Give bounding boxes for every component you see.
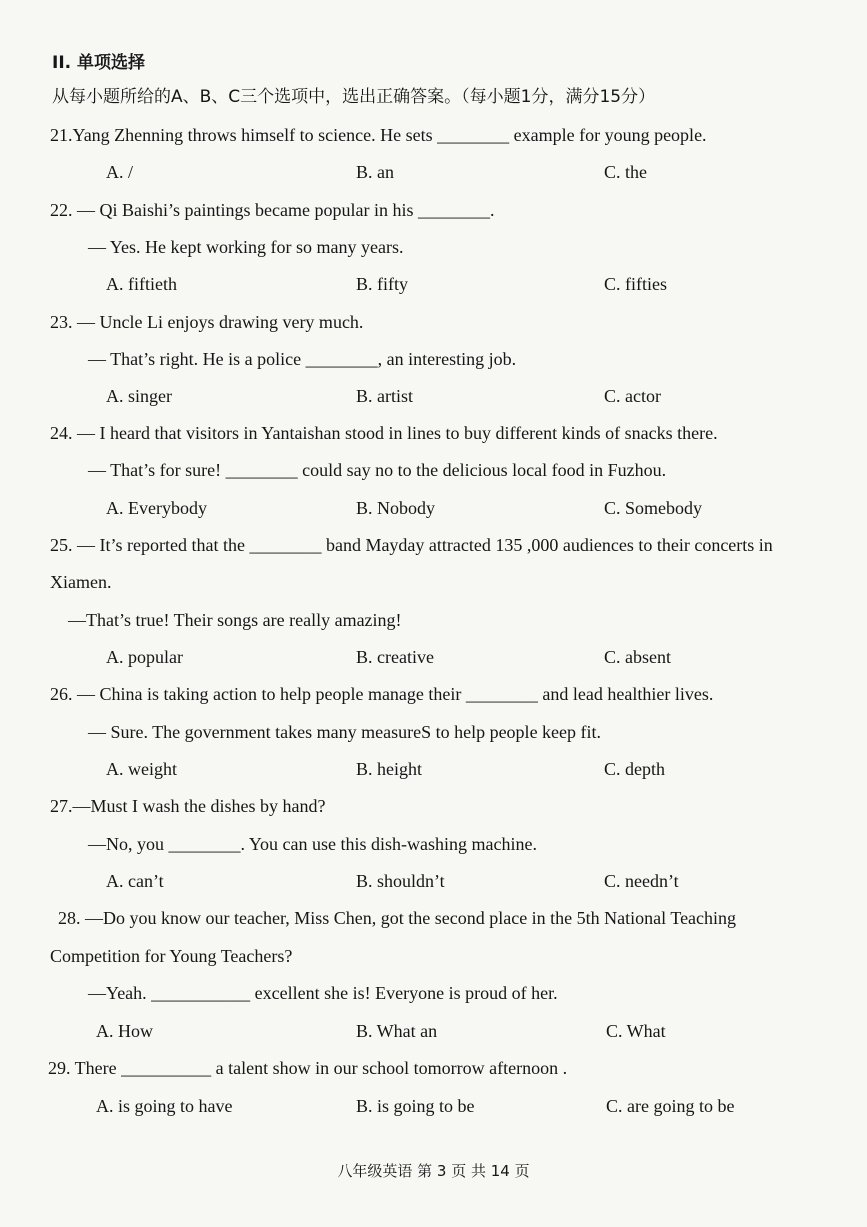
question-23-reply: — That’s right. He is a police ________, an interesting job.: [88, 349, 517, 369]
question-24-reply: — That’s for sure! ________ could say no to the delicious local food in Fuzhou.: [88, 460, 667, 480]
question-26-stem: 26. — China is taking action to help people manage their ________ and lead healthier lives.: [50, 684, 714, 704]
question-22-option-c: C. fifties: [604, 274, 667, 294]
question-29-option-b: B. is going to be: [356, 1096, 475, 1116]
question-25-stem: 25. — It’s reported that the ________ band Mayday attracted 135 ,000 audiences to their concerts in: [50, 535, 773, 555]
question-27-stem: 27.—Must I wash the dishes by hand?: [50, 796, 326, 816]
question-27-reply: —No, you ________. You can use this dish-washing machine.: [88, 834, 537, 854]
question-23-option-b: B. artist: [356, 386, 413, 406]
section-instruction: 从每小题所给的A、B、C三个选项中，选出正确答案。（每小题1分，满分15分）: [52, 87, 656, 107]
question-21-stem: 21.Yang Zhenning throws himself to science. He sets ________ example for young people.: [50, 125, 707, 145]
question-22-option-a: A. fiftieth: [106, 274, 177, 294]
question-24-option-c: C. Somebody: [604, 498, 703, 518]
question-29-stem: 29. There __________ a talent show in our school tomorrow afternoon .: [48, 1058, 568, 1078]
question-26-option-a: A. weight: [106, 759, 177, 779]
question-21-option-c: C. the: [604, 162, 647, 182]
question-26-option-b: B. height: [356, 759, 422, 779]
question-23-stem: 23. — Uncle Li enjoys drawing very much.: [50, 312, 364, 332]
question-25-reply: —That’s true! Their songs are really amazing!: [68, 610, 402, 630]
question-29-option-a: A. is going to have: [96, 1096, 233, 1116]
question-25-option-c: C. absent: [604, 647, 671, 667]
question-24-option-a: A. Everybody: [106, 498, 207, 518]
question-24-option-b: B. Nobody: [356, 498, 436, 518]
question-25-stem-continued: Xiamen.: [50, 572, 112, 592]
question-22-stem: 22. — Qi Baishi’s paintings became popular in his ________.: [50, 200, 495, 220]
question-27-option-b: B. shouldn’t: [356, 871, 445, 891]
page-footer: 八年级英语 第 3 页 共 14 页: [337, 1162, 530, 1180]
question-22-option-b: B. fifty: [356, 274, 408, 294]
question-27-option-a: A. can’t: [106, 871, 164, 891]
question-28-option-b: B. What an: [356, 1021, 438, 1041]
question-24-stem: 24. — I heard that visitors in Yantaishan stood in lines to buy different kinds of snacks there.: [50, 423, 718, 443]
question-26-reply: — Sure. The government takes many measureS to help people keep fit.: [88, 722, 602, 742]
question-27-option-c: C. needn’t: [604, 871, 679, 891]
question-28-reply: —Yeah. ___________ excellent she is! Everyone is proud of her.: [88, 983, 558, 1003]
question-21-option-a: A. /: [106, 162, 133, 182]
question-23-option-a: A. singer: [106, 386, 172, 406]
question-28-stem: 28. —Do you know our teacher, Miss Chen, got the second place in the 5th National Teaching: [58, 908, 737, 928]
question-21-option-b: B. an: [356, 162, 394, 182]
question-22-reply: — Yes. He kept working for so many years.: [88, 237, 404, 257]
question-23-option-c: C. actor: [604, 386, 661, 406]
question-29-option-c: C. are going to be: [606, 1096, 735, 1116]
question-28-option-a: A. How: [96, 1021, 153, 1041]
section-title: II. 单项选择: [52, 53, 146, 73]
question-25-option-b: B. creative: [356, 647, 434, 667]
question-26-option-c: C. depth: [604, 759, 665, 779]
question-25-option-a: A. popular: [106, 647, 183, 667]
question-28-option-c: C. What: [606, 1021, 666, 1041]
question-28-stem-continued: Competition for Young Teachers?: [50, 946, 293, 966]
